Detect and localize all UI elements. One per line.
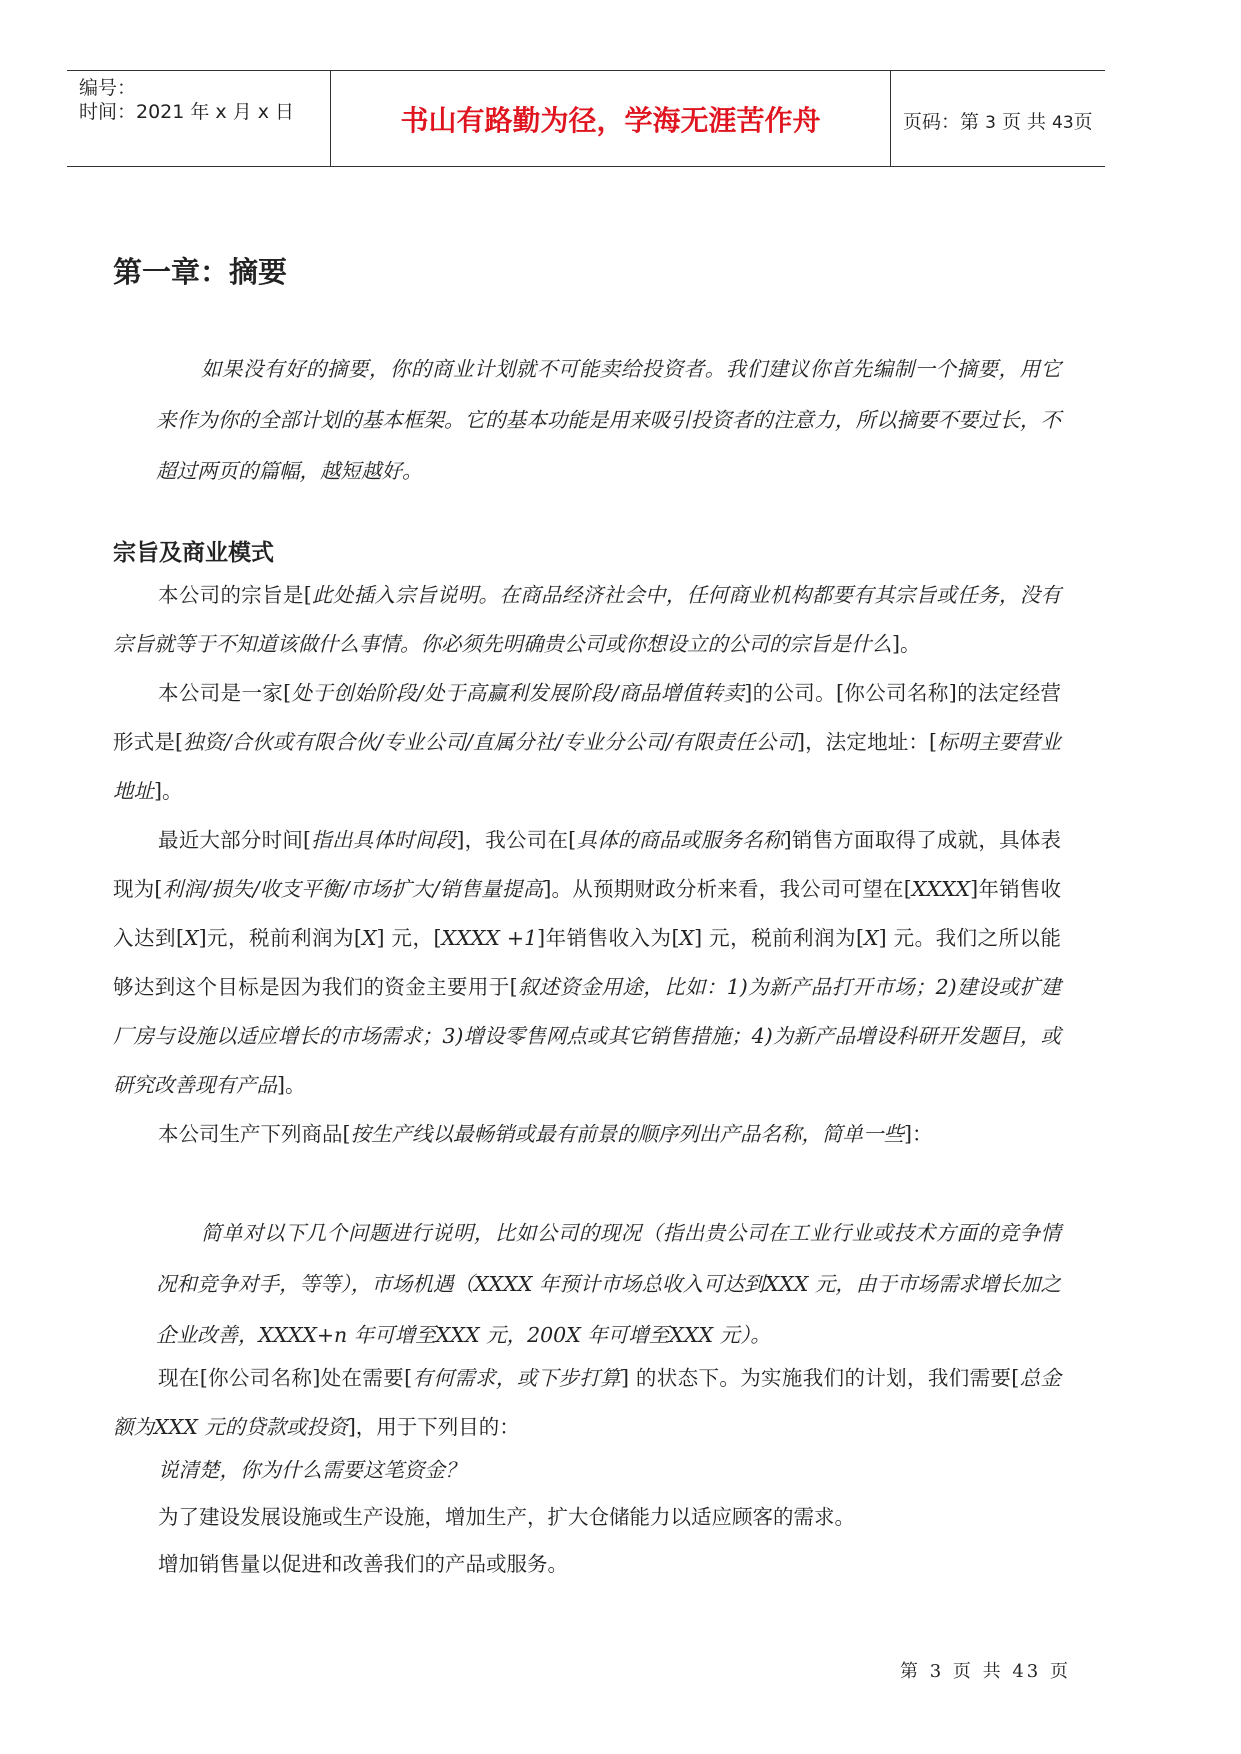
text-run: ] 元，税前利润为[ bbox=[694, 926, 865, 950]
text-run: ]。 bbox=[277, 1073, 306, 1097]
paragraph-purpose-1: 为了建设发展设施或生产设施，增加生产，扩大仓储能力以适应顾客的需求。 bbox=[158, 1505, 855, 1529]
page-footer: 第 3 页 共 43 页 bbox=[900, 1661, 1071, 1682]
text-run: ] 元，[ bbox=[376, 926, 442, 950]
text-run-italic: X bbox=[361, 926, 377, 950]
page-code-current: 3 bbox=[985, 113, 996, 133]
header-page-code bbox=[903, 107, 1093, 134]
header-motto: 书山有路勤为径，学海无涯苦作舟 bbox=[400, 104, 821, 137]
text-run: ]年销售收入为[ bbox=[537, 926, 680, 950]
header-motto-cell bbox=[331, 71, 891, 166]
text-run-italic: 利润/损失/收支平衡/市场扩大/销售量提高 bbox=[162, 877, 544, 901]
text-run: ] 元。我们之所以能够达到这个目标是因为我们的资金主要用于[ bbox=[113, 926, 1062, 999]
text-run-italic: XXXX +1 bbox=[441, 926, 538, 950]
text-run-italic: 指出具体时间段 bbox=[311, 828, 457, 852]
text-run: ]。从预期财政分析来看，我公司可望在[ bbox=[543, 877, 912, 901]
text-run: ]： bbox=[904, 1122, 933, 1146]
paragraph-why-funds: 说清楚，你为什么需要这笔资金？ bbox=[158, 1458, 466, 1482]
page-header bbox=[67, 70, 1105, 167]
paragraph-situation: 简单对以下几个问题进行说明，比如公司的现况（指出贵公司在工业行业或技术方面的竞争情况和竞争对手，等等），市场机遇（XXXX 年预计市场总收入可达到XXX 元，由于市场需求增长加之企业改善，XXXX+n 年可增至XXX 元，200X 年可增至XXX 元）。 bbox=[156, 1221, 1061, 1347]
text-run-italic: 独资/合伙或有限合伙/专业公司/直属分社/专业分公司/有限责任公司 bbox=[182, 730, 797, 754]
text-run-italic: X bbox=[679, 926, 695, 950]
text-run-italic: 有何需求，或下步打算 bbox=[412, 1366, 622, 1390]
header-left-cell bbox=[67, 71, 331, 166]
text-run-italic: 按生产线以最畅销或最有前景的顺序列出产品名称，简单一些 bbox=[350, 1122, 904, 1146]
text-run: ] 的状态下。为实施我们的计划，我们需要[ bbox=[621, 1366, 1020, 1390]
paragraph-products bbox=[113, 1110, 1061, 1159]
page-code-prefix: 页码：第 bbox=[903, 111, 980, 133]
text-run-italic: 总金额为XXX 元的贷款或投资 bbox=[113, 1366, 1062, 1439]
header-page-cell bbox=[891, 71, 1105, 166]
document-number-label: 编号： bbox=[79, 77, 137, 99]
text-run-italic: 标明主要营业地址 bbox=[113, 730, 1062, 803]
paragraph-company-form bbox=[113, 669, 1061, 816]
text-run-italic: X bbox=[864, 926, 879, 950]
paragraph-needs bbox=[113, 1354, 1061, 1452]
text-run-italic: XXXX bbox=[911, 877, 971, 901]
text-run: ]的公司。[你公司名称]的法定经营形式是[ bbox=[113, 681, 1062, 754]
text-run-italic: 此处插入宗旨说明。在商品经济社会中，任何商业机构都要有其宗旨或任务，没有宗旨就等于不知道该做什么事情。你必须先明确贵公司或你想设立的公司的宗旨是什么 bbox=[113, 583, 1062, 656]
text-run: 本公司生产下列商品[ bbox=[158, 1122, 351, 1146]
text-run: 现在[你公司名称]处在需要[ bbox=[158, 1366, 413, 1390]
text-run: ]销售方面取得了成就，具体表现为[ bbox=[113, 828, 1062, 901]
text-run-italic: 处于创始阶段/处于高赢利发展阶段/商品增值转卖 bbox=[291, 681, 745, 705]
paragraph-mission bbox=[113, 571, 1061, 669]
text-run: 本公司的宗旨是[ bbox=[158, 583, 312, 607]
text-run-italic: X bbox=[183, 926, 199, 950]
text-run: ]，用于下列目的： bbox=[347, 1415, 520, 1439]
text-run: 最近大部分时间[ bbox=[158, 828, 312, 852]
text-run: ]元，税前利润为[ bbox=[198, 926, 362, 950]
text-run: ]。 bbox=[154, 779, 183, 803]
chapter-title: 第一章：摘要 bbox=[113, 255, 288, 289]
text-run: ]，法定地址：[ bbox=[796, 730, 938, 754]
text-run-italic: 叙述资金用途，比如：1)为新产品打开市场；2)建设或扩建厂房与设施以适应增长的市场需求；3)增设零售网点或其它销售措施；4)为新产品增设科研开发题目，或研究改善现有产品 bbox=[113, 975, 1061, 1097]
document-time-label: 时间：2021 年 x 月 x 日 bbox=[79, 101, 295, 123]
text-run: 本公司是一家[ bbox=[158, 681, 292, 705]
paragraph-purpose-2: 增加销售量以促进和改善我们的产品或服务。 bbox=[158, 1552, 568, 1576]
page-code-suffix: 页 bbox=[1073, 111, 1093, 133]
text-run: ]年销售收入达到[ bbox=[113, 877, 1062, 950]
text-run-italic: 具体的商品或服务名称 bbox=[576, 828, 784, 852]
page-code-mid: 页 共 bbox=[1001, 111, 1046, 133]
intro-paragraph: 如果没有好的摘要，你的商业计划就不可能卖给投资者。我们建议你首先编制一个摘要，用它来作为你的全部计划的基本框架。它的基本功能是用来吸引投资者的注意力，所以摘要不要过长，不超过两页的篇幅，越短越好。 bbox=[156, 357, 1061, 483]
page-code-total: 43 bbox=[1052, 113, 1074, 133]
text-run: ]。 bbox=[892, 632, 921, 656]
text-run: ]，我公司在[ bbox=[456, 828, 577, 852]
paragraph-achievements bbox=[113, 816, 1061, 1110]
section-title: 宗旨及商业模式 bbox=[113, 540, 274, 566]
